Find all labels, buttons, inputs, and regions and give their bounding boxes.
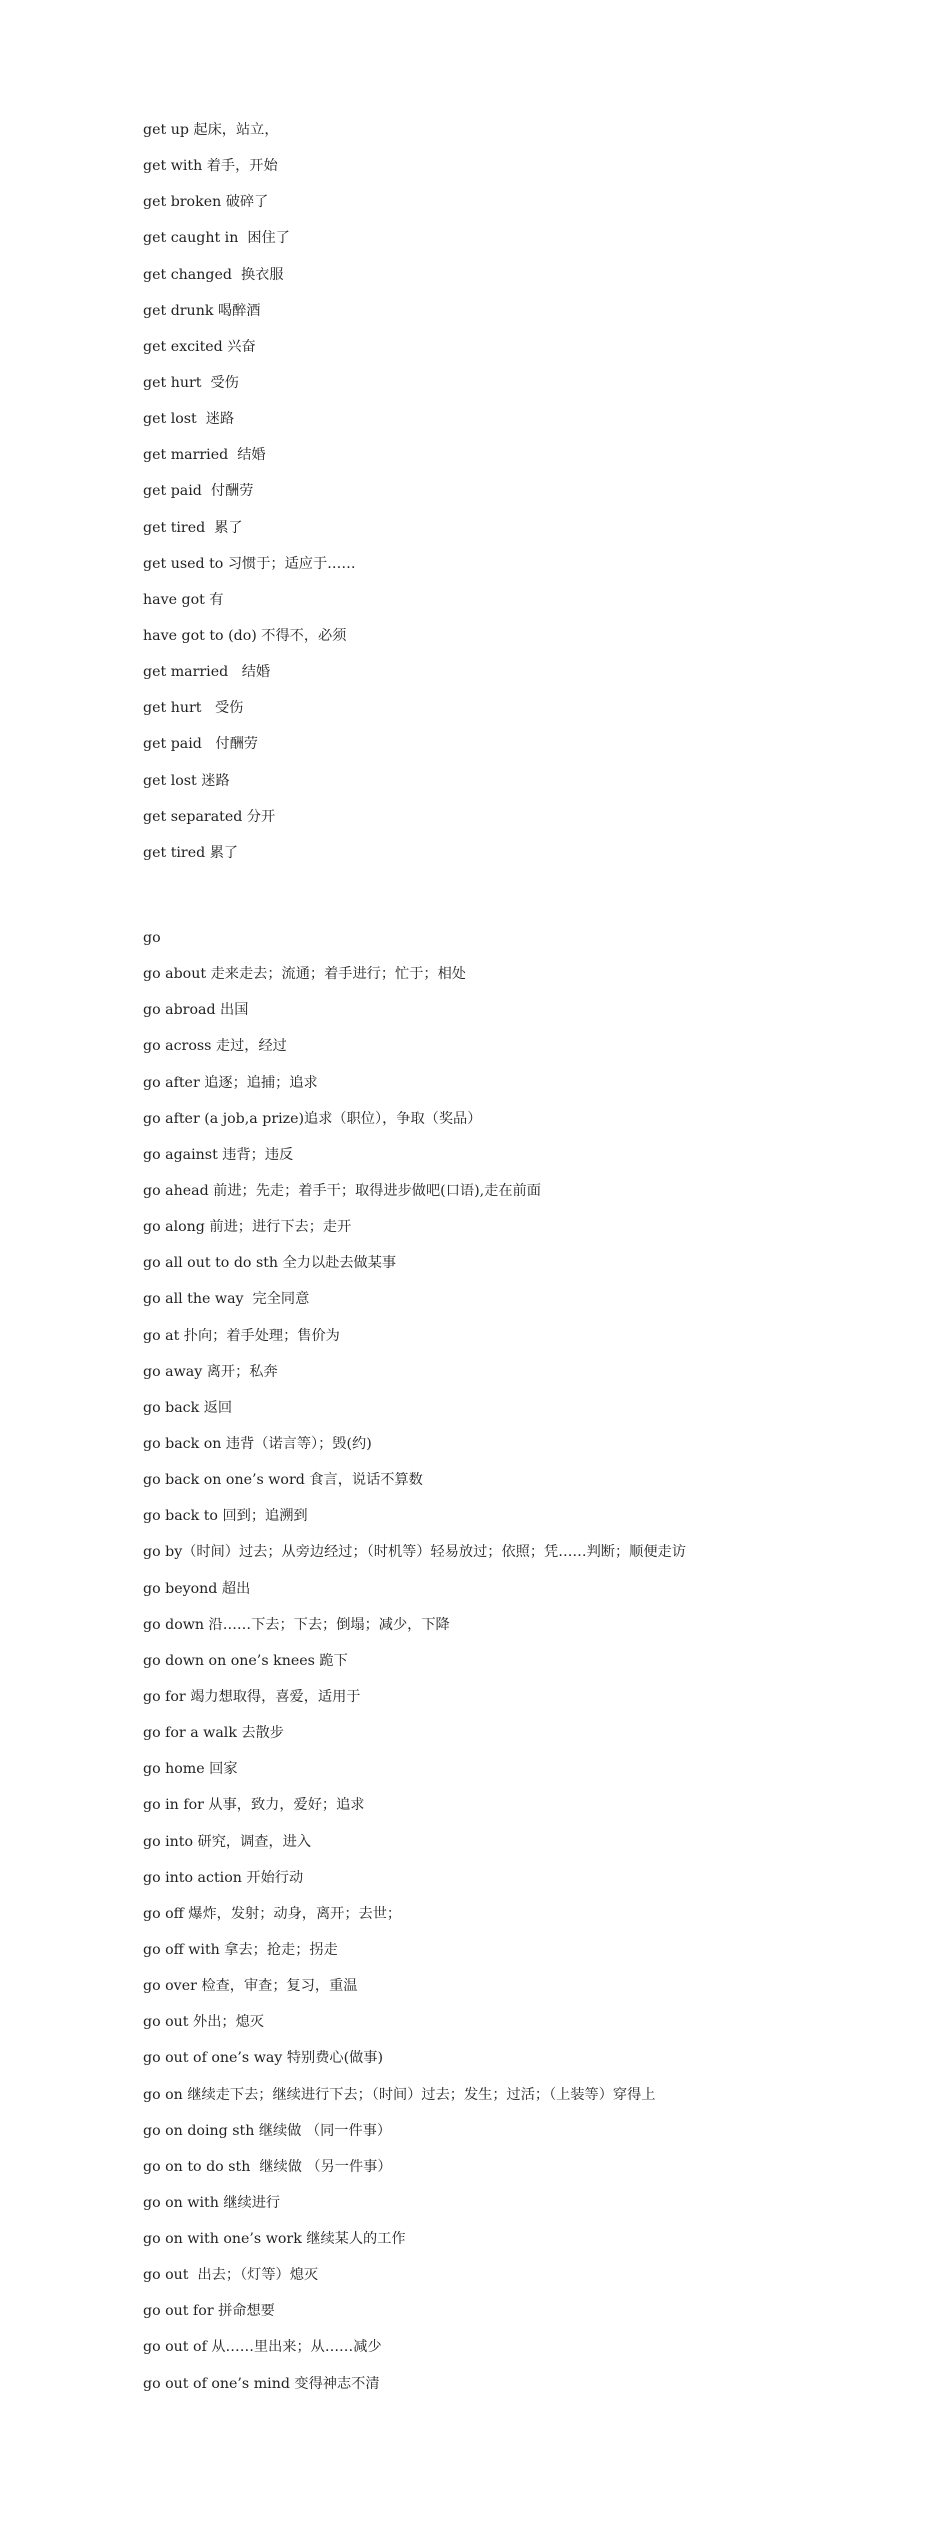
phrase-entry: go on doing sth 继续做 （同一件事） <box>143 2122 392 2139</box>
phrase-entry: get paid 付酬劳 <box>143 736 258 753</box>
phrase-entry: go back to 回到；追溯到 <box>143 1508 308 1525</box>
phrase-entry: go by（时间）过去；从旁边经过；（时机等）轻易放过；依照；凭……判断；顺便走访 <box>143 1544 686 1561</box>
phrase-entry: get tired 累了 <box>143 844 239 861</box>
phrase-entry: go over 检查，审查；复习，重温 <box>143 1978 358 1995</box>
phrase-entry: go abroad 出国 <box>143 1002 249 1019</box>
phrase-entry: get changed 换衣服 <box>143 266 284 283</box>
phrase-entry: go down 沿……下去；下去；倒塌；减少，下降 <box>143 1616 450 1633</box>
phrase-entry: go ahead 前进；先走；着手干；取得进步做吧(口语),走在前面 <box>143 1182 541 1199</box>
phrase-entry: get with 着手，开始 <box>143 158 278 175</box>
phrase-entry: go out of one’s way 特别费心(做事) <box>143 2050 384 2067</box>
get-phrases-section <box>143 117 910 876</box>
phrase-entry: go on with one’s work 继续某人的工作 <box>143 2231 406 2248</box>
phrase-entry: get lost 迷路 <box>143 411 235 428</box>
phrase-entry: get separated 分开 <box>143 808 276 825</box>
phrase-entry: go off 爆炸，发射；动身，离开；去世； <box>143 1905 402 1922</box>
phrase-entry: get drunk 喝醉酒 <box>143 302 261 319</box>
phrase-entry: go after (a job,a prize)追求（职位），争取（奖品） <box>143 1110 482 1127</box>
phrase-entry: go out 外出；熄灭 <box>143 2014 264 2031</box>
phrase-entry: go on with 继续进行 <box>143 2194 281 2211</box>
phrase-entry: go back 返回 <box>143 1399 233 1416</box>
phrase-entry: go after 追逐；追捕；追求 <box>143 1074 318 1091</box>
phrase-entry: go down on one’s knees 跪下 <box>143 1652 348 1669</box>
phrase-entry: get lost 迷路 <box>143 772 230 789</box>
phrase-entry: go back on one’s word 食言，说话不算数 <box>143 1472 423 1489</box>
phrase-entry: get excited 兴奋 <box>143 338 256 355</box>
phrase-entry: get hurt 受伤 <box>143 700 244 717</box>
phrase-entry: go all out to do sth 全力以赴去做某事 <box>143 1255 397 1272</box>
phrase-entry: go out of 从……里出来；从……减少 <box>143 2339 382 2356</box>
phrase-entry: have got 有 <box>143 591 224 608</box>
phrase-entry: go back on 违背（诺言等）；毁(约) <box>143 1435 372 1452</box>
phrase-entry: go across 走过，经过 <box>143 1038 287 1055</box>
phrase-entry: go out for 拼命想要 <box>143 2303 275 2320</box>
phrase-entry: go for 竭力想取得，喜爱，适用于 <box>143 1688 361 1705</box>
phrase-entry: get married 结婚 <box>143 664 271 681</box>
phrase-entry: go beyond 超出 <box>143 1580 251 1597</box>
phrase-entry: go out of one’s mind 变得神志不清 <box>143 2375 380 2392</box>
phrase-entry: go about 走来走去；流通；着手进行；忙于；相处 <box>143 966 466 983</box>
phrase-entry: go against 违背；违反 <box>143 1146 294 1163</box>
go-phrases-section <box>143 925 910 2407</box>
phrase-entry: go for a walk 去散步 <box>143 1725 284 1742</box>
phrase-entry: get married 结婚 <box>143 447 266 464</box>
phrase-entry: go off with 拿去；抢走；拐走 <box>143 1941 338 1958</box>
phrase-entry: get used to 习惯于；适应于…… <box>143 555 356 572</box>
phrase-entry: go at 扑向；着手处理；售价为 <box>143 1327 340 1344</box>
phrase-entry: go along 前进；进行下去；走开 <box>143 1219 352 1236</box>
phrase-entry: go all the way 完全同意 <box>143 1291 310 1308</box>
phrase-entry: go out 出去；（灯等）熄灭 <box>143 2267 319 2284</box>
phrase-entry: get broken 破碎了 <box>143 194 269 211</box>
phrase-entry: go in for 从事，致力，爱好；追求 <box>143 1797 365 1814</box>
phrase-entry: go into action 开始行动 <box>143 1869 304 1886</box>
section-heading: go <box>143 930 161 946</box>
phrase-entry: get hurt 受伤 <box>143 374 239 391</box>
phrase-entry: go home 回家 <box>143 1761 238 1778</box>
phrase-entry: have got to (do) 不得不，必须 <box>143 627 347 644</box>
phrase-entry: go on 继续走下去；继续进行下去；（时间）过去；发生；过活；（上装等）穿得上 <box>143 2086 656 2103</box>
phrase-entry: go on to do sth 继续做 （另一件事） <box>143 2158 392 2175</box>
phrase-entry: get paid 付酬劳 <box>143 483 254 500</box>
phrase-entry: get up 起床，站立， <box>143 122 279 138</box>
phrase-entry: get caught in 困住了 <box>143 230 290 247</box>
phrase-entry: go into 研究，调查，进入 <box>143 1833 312 1850</box>
phrase-entry: get tired 累了 <box>143 519 243 536</box>
phrase-entry: go away 离开；私奔 <box>143 1363 278 1380</box>
